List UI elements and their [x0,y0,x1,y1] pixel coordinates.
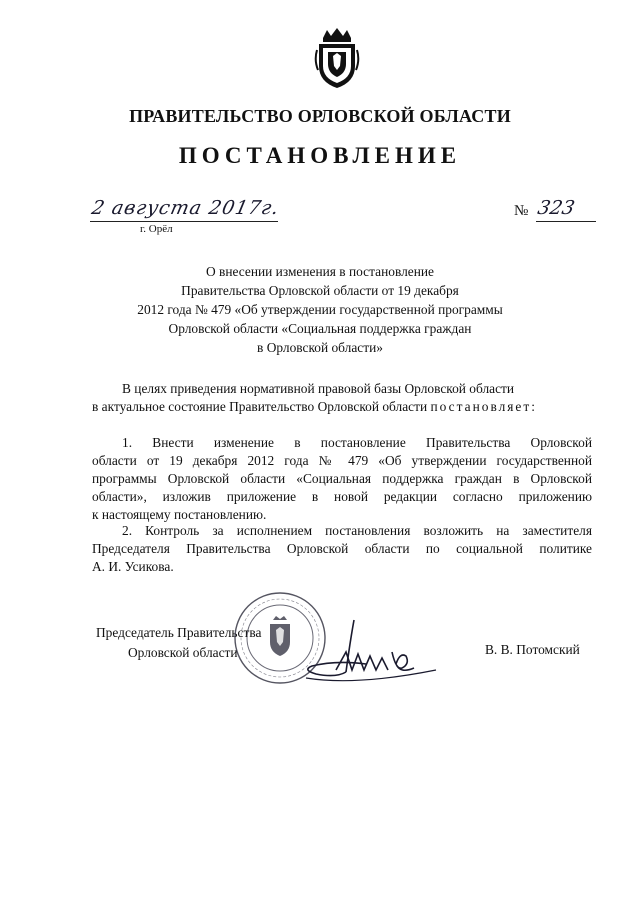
subject-line: 2012 года № 479 «Об утверждении государственной программы [137,302,503,317]
number-sign: № [514,203,529,219]
preamble-line: В целях приведения нормативной правовой базы Орловской области [122,381,515,396]
signer-position-line: Председатель Правительства [96,625,262,640]
preamble-text: в актуальное состояние Правительство Орловской области [92,399,428,414]
subject-line: Правительства Орловской области от 19 декабря [181,283,459,298]
clause-line: программы Орловской области «Социальная поддержка граждан в Орловской [92,471,592,486]
clause-line: к настоящему постановлению. [92,507,267,522]
number-underline [536,221,596,222]
document-date: 2 августа 2017г. [89,197,282,219]
preamble-paragraph [92,380,592,416]
document-subject [0,262,640,357]
resolution-verb: постановляет: [430,399,537,414]
clause-1-paragraph [92,434,592,524]
clause-line: 1. Внести изменение в постановление Правительства Орловской [122,435,592,450]
signer-position-line: Орловской области [128,645,238,660]
handwritten-signature-icon [296,612,446,690]
preamble-line [92,398,592,416]
document-number: 323 [535,197,577,219]
document-city: г. Орёл [140,223,173,235]
coat-of-arms-icon [314,26,360,90]
clause-line: 2. Контроль за исполнением постановления возложить на заместителя [122,523,592,538]
subject-line: в Орловской области» [257,340,383,355]
clause-2-paragraph [92,522,592,576]
clause-line: Председателя Правительства Орловской области по социальной политике [92,541,592,556]
date-underline [90,221,278,222]
organization-title: ПРАВИТЕЛЬСТВО ОРЛОВСКОЙ ОБЛАСТИ [129,106,511,126]
clause-line: области от 19 декабря 2012 года № 479 «Об утверждении государственной [92,453,592,468]
subject-line: Орловской области «Социальная поддержка граждан [168,321,472,336]
clause-line: А. И. Усикова. [92,559,174,574]
clause-line: области», изложив приложение в новой редакции согласно приложению [92,489,592,504]
signer-name: В. В. Потомский [485,642,580,657]
subject-line: О внесении изменения в постановление [206,264,434,279]
document-type-title: ПОСТАНОВЛЕНИЕ [178,143,462,168]
